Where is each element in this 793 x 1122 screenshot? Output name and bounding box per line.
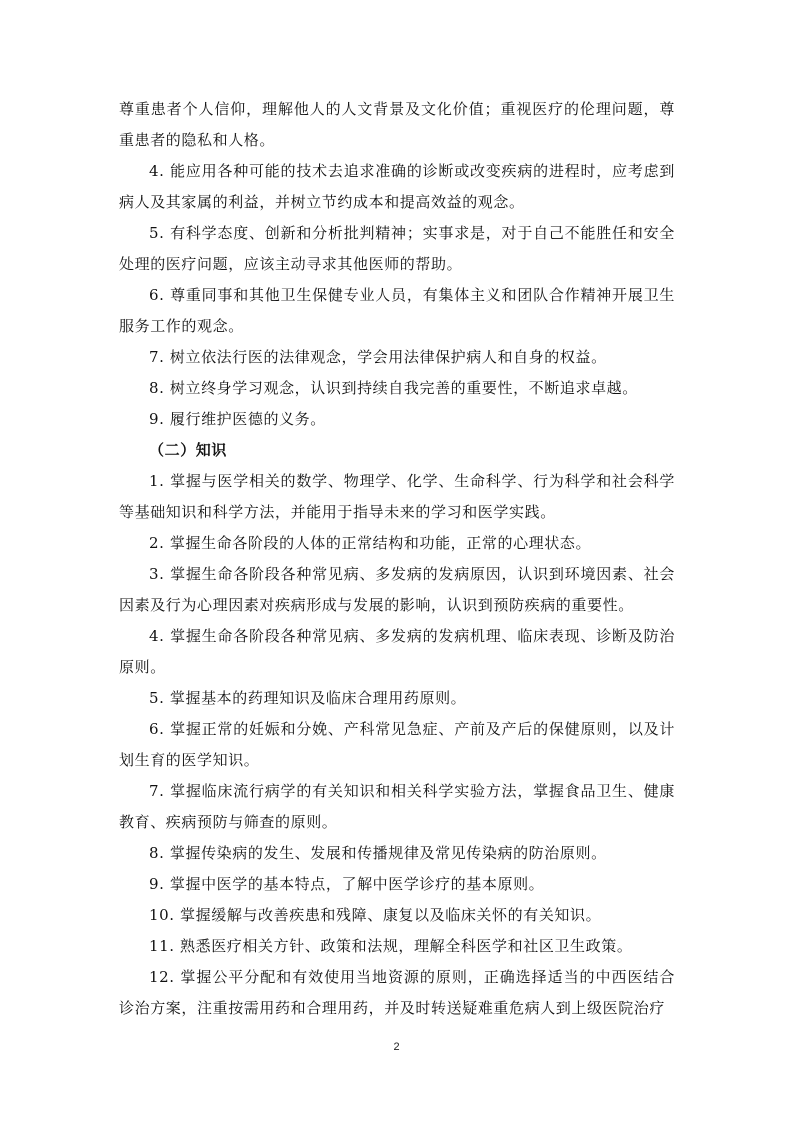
continued-paragraph: 尊重患者个人信仰，理解他人的人文背景及文化价值；重视医疗的伦理问题，尊重患者的隐私和人格。 <box>119 100 675 149</box>
knowledge-item-3: 3. 掌握生命各阶段各种常见病、多发病的发病原因，认识到环境因素、社会因素及行为心理因素对疾病形成与发展的影响，认识到预防疾病的重要性。 <box>119 565 675 614</box>
knowledge-item-2: 2. 掌握生命各阶段的人体的正常结构和功能，正常的心理状态。 <box>149 534 592 552</box>
paragraph-item-8: 8. 树立终身学习观念，认识到持续自我完善的重要性，不断追求卓越。 <box>149 379 638 397</box>
knowledge-item-12: 12. 掌握公平分配和有效使用当地资源的原则，正确选择适当的中西医结合诊治方案，注重按需用药和合理用药，并及时转送疑难重危病人到上级医院治疗 <box>119 968 675 1017</box>
paragraph-item-9: 9. 履行维护医德的义务。 <box>149 410 326 428</box>
knowledge-item-5: 5. 掌握基本的药理知识及临床合理用药原则。 <box>149 689 467 707</box>
knowledge-item-4: 4. 掌握生命各阶段各种常见病、多发病的发病机理、临床表现、诊断及防治原则。 <box>119 627 675 676</box>
knowledge-item-10: 10. 掌握缓解与改善疾患和残障、康复以及临床关怀的有关知识。 <box>149 906 602 924</box>
paragraph-item-7: 7. 树立依法行医的法律观念，学会用法律保护病人和自身的权益。 <box>149 348 607 366</box>
knowledge-item-8: 8. 掌握传染病的发生、发展和传播规律及常见传染病的防治原则。 <box>149 844 607 862</box>
knowledge-item-7: 7. 掌握临床流行病学的有关知识和相关科学实验方法，掌握食品卫生、健康教育、疾病预防与筛查的原则。 <box>119 782 675 831</box>
knowledge-item-1: 1. 掌握与医学相关的数学、物理学、化学、生命科学、行为科学和社会科学等基础知识和科学方法，并能用于指导未来的学习和医学实践。 <box>119 472 675 521</box>
knowledge-item-9: 9. 掌握中医学的基本特点，了解中医学诊疗的基本原则。 <box>149 875 545 893</box>
knowledge-item-6: 6. 掌握正常的妊娠和分娩、产科常见急症、产前及产后的保健原则，以及计划生育的医学知识。 <box>119 720 675 769</box>
section-heading-knowledge: （二）知识 <box>149 441 228 459</box>
paragraph-item-5: 5. 有科学态度、创新和分析批判精神；实事求是，对于自己不能胜任和安全处理的医疗问题，应该主动寻求其他医师的帮助。 <box>119 224 675 273</box>
document-body <box>119 94 675 1024</box>
knowledge-item-11: 11. 熟悉医疗相关方针、政策和法规，理解全科医学和社区卫生政策。 <box>149 937 633 955</box>
paragraph-item-6: 6. 尊重同事和其他卫生保健专业人员，有集体主义和团队合作精神开展卫生服务工作的观念。 <box>119 286 675 335</box>
page-number: 2 <box>393 1041 400 1053</box>
paragraph-item-4: 4. 能应用各种可能的技术去追求准确的诊断或改变疾病的进程时，应考虑到病人及其家属的利益，并树立节约成本和提高效益的观念。 <box>119 162 675 211</box>
